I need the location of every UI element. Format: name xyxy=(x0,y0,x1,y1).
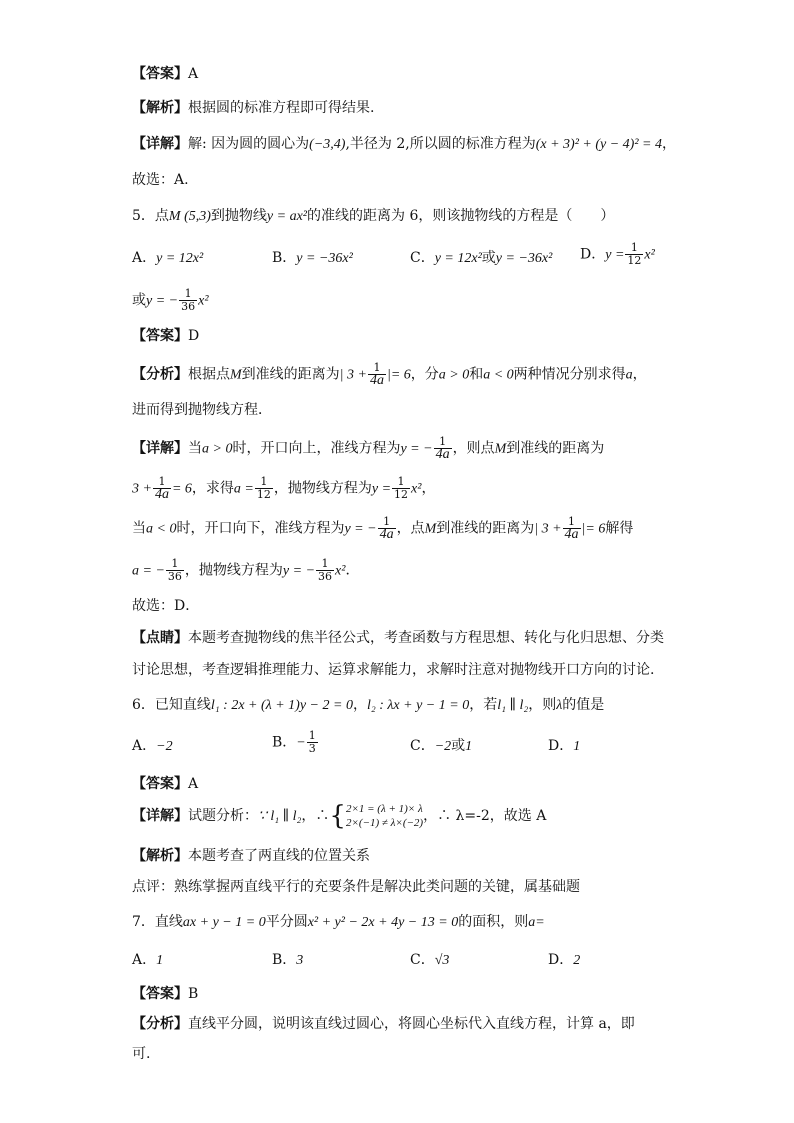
q5-detail-line-4: a = − $\frac{1}{36}$ ，抛物线方程为y = − $\frac{1}{36}$ x²． xyxy=(132,557,360,583)
detail-line: 【详解】解: 因为圆的圆心为(−3,4),半径为 2,所以圆的标准方程为(x + 3)² + (y − 4)² = 4， xyxy=(132,136,676,152)
analysis-line: 【解析】根据圆的标准方程即可得结果. xyxy=(132,100,375,116)
analysis-label: 【分析】 xyxy=(132,366,188,383)
q5-option-c: C．y = 12x²或y = −36x² xyxy=(410,250,553,266)
q5-choose-line: 故选：D． xyxy=(132,598,200,614)
analysis-label: 【解析】 xyxy=(132,100,188,116)
answer-line xyxy=(132,64,198,84)
q6-option-a: A．−2 xyxy=(132,738,173,754)
detail-label: 【详解】 xyxy=(132,808,188,824)
question-6-stem: 6．已知直线l₁ : 2x + (λ + 1)y − 2 = 0，l₂ : λx + y − 1 = 0，若l₁ ∥ l₂，则λ的值是 xyxy=(132,697,605,713)
q7-option-b: B．3 xyxy=(272,952,304,968)
answer-value: A xyxy=(188,66,199,82)
q7-analysis-line: 【分析】直线平分圆，说明该直线过圆心，将圆心坐标代入直线方程，计算 a，即 xyxy=(132,1016,635,1032)
choose-line: 故选：A. xyxy=(132,172,189,188)
q7-analysis-line-2: 可. xyxy=(132,1046,151,1062)
question-7-stem: 7．直线ax + y − 1 = 0平分圆x² + y² − 2x + 4y − 13 = 0的面积，则a= xyxy=(132,914,545,930)
q5-option-d: D．y = $\frac{1}{12}$ x² xyxy=(580,241,655,267)
q6-answer-line: 【答案】A xyxy=(132,776,199,792)
analysis-label: 【分析】 xyxy=(132,1016,188,1032)
q6-option-d: D．1 xyxy=(548,738,581,754)
q5-detail-line-1: 【详解】当a > 0时，开口向上，准线方程为y = − $\frac{1}{4a}$ ，则点M到准线的距离为 xyxy=(132,435,605,462)
q7-answer-line: 【答案】B xyxy=(132,986,199,1002)
q6-comment-line: 点评：熟练掌握两直线平行的充要条件是解决此类问题的关键，属基础题 xyxy=(132,879,580,895)
q5-remark-line-2: 讨论思想，考查逻辑推理能力、运算求解能力，求解时注意对抛物线开口方向的讨论. xyxy=(132,662,655,678)
q6-option-c: C．−2或1 xyxy=(410,738,473,754)
q5-analysis-line-2: 进而得到抛物线方程． xyxy=(132,402,272,418)
q7-option-a: A．1 xyxy=(132,952,164,968)
detail-label: 【详解】 xyxy=(132,440,188,457)
detail-label: 【详解】 xyxy=(132,136,188,152)
answer-label: 【答案】 xyxy=(132,986,188,1002)
question-5-stem: 5．点M (5,3)到抛物线y = ax²的准线的距离为 6，则该抛物线的方程是（ ） xyxy=(132,208,615,224)
system-brace: { xyxy=(329,801,346,831)
equation-system: 2×1 = (λ + 1)× λ 2×(−1) ≠ λ×(−2) xyxy=(345,803,424,829)
q7-option-c: C．√3 xyxy=(410,952,450,968)
answer-label: 【答案】 xyxy=(132,776,188,792)
analysis-label: 【解析】 xyxy=(132,848,188,864)
q5-answer-line: 【答案】D xyxy=(132,328,200,344)
answer-label: 【答案】 xyxy=(132,66,188,82)
answer-label: 【答案】 xyxy=(132,328,188,344)
q5-detail-line-2: 3 + $\frac{1}{4a}$ = 6，求得a = $\frac{1}{12}$ ，抛物线方程为y = $\frac{1}{12}$ x²， xyxy=(132,475,436,502)
q6-option-b: B．− $\frac{1}{3}$ xyxy=(272,729,316,755)
q5-detail-line-3: 当a < 0时，开口向下，准线方程为y = − $\frac{1}{4a}$ ，点M到准线的距离为| 3 + $\frac{1}{4a}$ |= 6解得 xyxy=(132,515,634,542)
q5-option-a: A．y = 12x² xyxy=(132,250,204,266)
q5-option-d-cont: 或y = − $\frac{1}{36}$ x² xyxy=(132,287,209,313)
q5-option-b: B．y = −36x² xyxy=(272,250,353,266)
q5-analysis-line: 【分析】根据点M到准线的距离为| 3 + $\frac{1}{4a}$ |= 6，分a > 0和a < 0两种情况分别求得a， xyxy=(132,361,647,388)
q7-option-d: D．2 xyxy=(548,952,581,968)
remark-label: 【点睛】 xyxy=(132,630,188,646)
q5-remark-line-1: 【点睛】本题考查抛物线的焦半径公式，考查函数与方程思想、转化与化归思想、分类 xyxy=(132,630,664,646)
q6-detail-line: 【详解】试题分析：∵ l₁ ∥ l₂，∴{ 2×1 = (λ + 1)× λ 2×(−1) ≠ λ×(−2) ，∴ λ=-2，故选 A xyxy=(132,801,547,831)
q6-analysis-line: 【解析】本题考查了两直线的位置关系 xyxy=(132,848,370,864)
